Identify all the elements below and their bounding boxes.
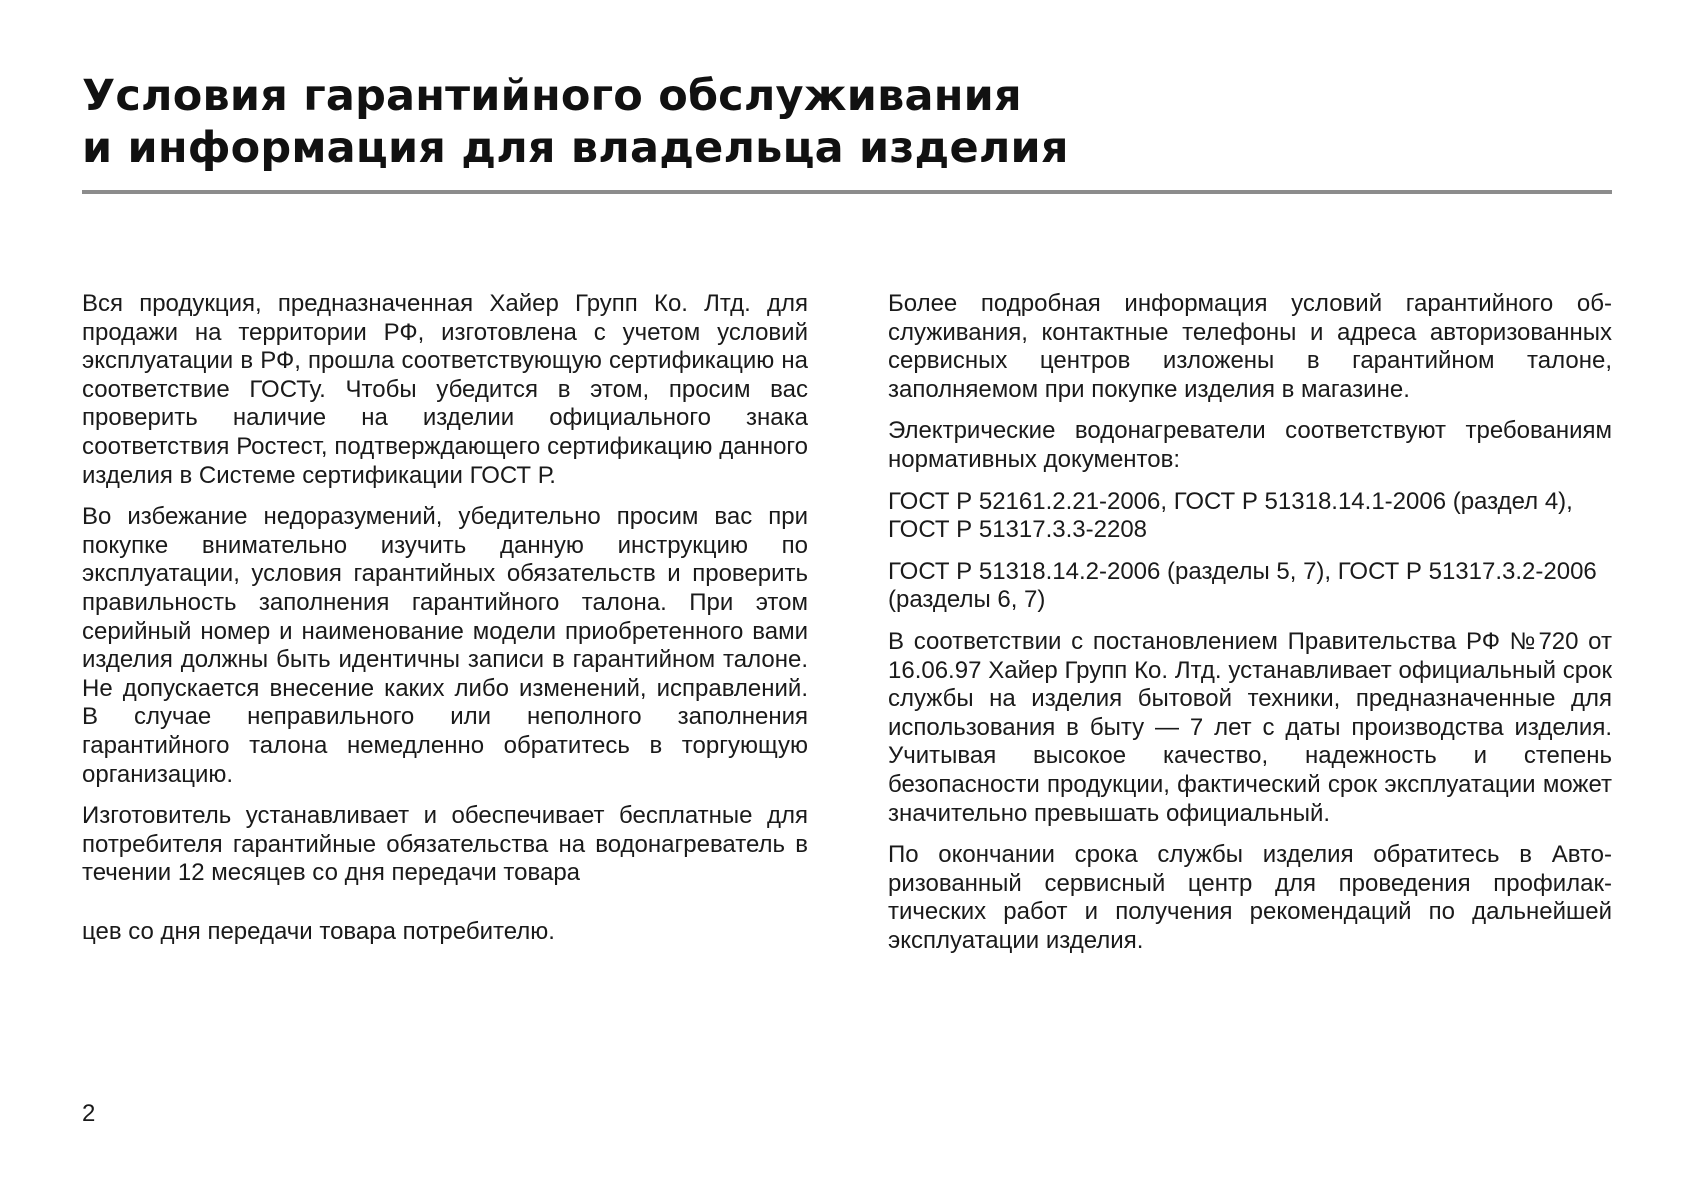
paragraph-warranty-obligations: Изготовитель устанавливает и обеспечивает бесплатные для потребителя гарантийные обязательства на водонагреватель в течении 12 месяцев со дня передачи товара	[82, 802, 808, 887]
paragraph-service-life: В соответствии с постановлением Правительства РФ №720 от 16.06.97 Хайер Групп Ко. Лтд. устанавливает официальный срок службы на изделия бытовой техники, предназначенные для использования в быту — 7 лет с даты производства изделия. Учитывая высокое качество, надежность и степень безопасности продукции, фактический срок эксплуатации может значительно превышать официальный.	[888, 627, 1612, 827]
paragraph-standards-intro: Электрические водонагреватели соответствуют требованиям нормативных документов:	[888, 417, 1612, 473]
right-column	[888, 290, 1612, 968]
page-number: 2	[82, 1100, 96, 1127]
paragraph-standards-list-2: ГОСТ Р 51318.14.2-2006 (разделы 5, 7), ГОСТ Р 51317.3.2-2006 (разделы 6, 7)	[888, 557, 1597, 614]
paragraph-certification: Вся продукция, предназначенная Хайер Групп Ко. Лтд. для продажи на территории РФ, изготовлена с учетом условий эксплуатации в РФ, прошла соответствующую сертификацию на соответствие ГОСТу. Чтобы убедится в этом, просим вас проверить наличие на изделии официального знака соответствия Ростест, подтверждающего сертификацию данного изделия в Системе сертификации ГОСТ Р.	[82, 290, 808, 489]
page-title-line-2: и информация для владельца изделия	[82, 123, 1069, 173]
title-divider	[82, 190, 1612, 194]
left-column	[82, 290, 808, 959]
paragraph-standards-list-1: ГОСТ Р 52161.2.21-2006, ГОСТ Р 51318.14.1-2006 (раздел 4), ГОСТ Р 51317.3.3-2208	[888, 487, 1573, 544]
paragraph-end-of-service: По окончании срока службы изделия обратитесь в Авторизованный сервисный центр для проведения профилактических работ и получения рекомендаций по дальнейшей эксплуатации изделия.	[888, 841, 1612, 954]
paragraph-more-info: Более подробная информация условий гарантийного обслуживания, контактные телефоны и адреса авторизованных сервисных центров изложены в гарантийном талоне, заполняемом при покупке изделия в магазине.	[888, 290, 1612, 403]
paragraph-warranty-fragment: цев со дня передачи товара потребителю.	[82, 917, 555, 945]
page-title-line-1: Условия гарантийного обслуживания	[82, 71, 1022, 121]
page-title	[82, 70, 1612, 174]
paragraph-instructions: Во избежание недоразумений, убедительно просим вас при покупке внимательно изучить данную инструкцию по эксплуатации, условия гарантийных обязательств и проверить правильность заполнения гарантийного талона. При этом серийный номер и наименование модели приобретенного вами изделия должны быть идентичны записи в гарантийном талоне. Не допускается внесение каких либо изменений, исправлений. В случае неправильного или неполного заполнения гарантийного талона немедленно обратитесь в торгующую организацию.	[82, 503, 808, 788]
